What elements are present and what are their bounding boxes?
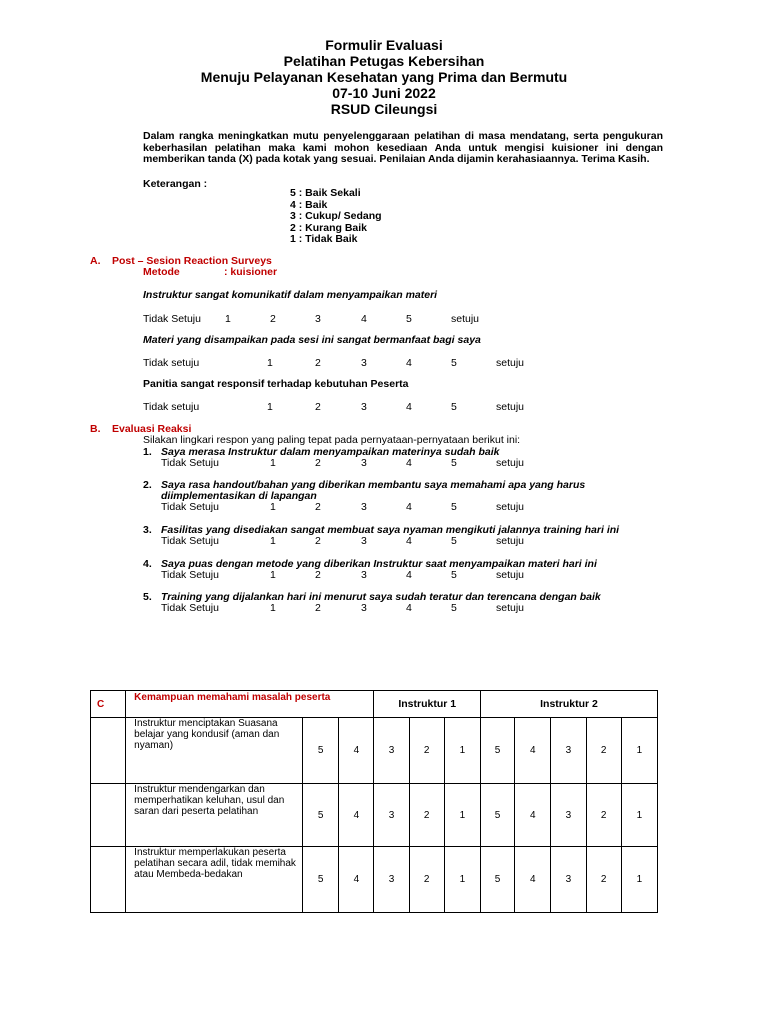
scale-item: 2 : Kurang Baik [290,221,368,234]
item-number: 2. [143,479,152,491]
score-cell[interactable]: 4 [515,784,551,847]
rating-low-label: Tidak Setuju [161,535,219,547]
rating-option[interactable]: 4 [406,401,412,413]
rating-option[interactable]: 5 [451,602,457,614]
rating-option[interactable]: 2 [315,535,321,547]
rating-low-label: Tidak Setuju [143,313,201,325]
score-cell[interactable]: 3 [551,847,586,913]
rating-option[interactable]: 4 [406,457,412,469]
score-cell[interactable]: 1 [444,718,480,784]
score-cell[interactable]: 5 [303,718,339,784]
rating-option[interactable]: 5 [451,569,457,581]
hospital-name: RSUD Cileungsi [330,101,438,117]
score-cell[interactable]: 3 [551,784,586,847]
rating-option[interactable]: 5 [406,313,412,325]
rating-option[interactable]: 5 [451,357,457,369]
section-a-letter: A. [90,255,101,267]
question-b4: Saya puas dengan metode yang diberikan Instruktur saat menyampaikan materi hari ini [161,558,597,570]
item-number: 1. [143,446,152,458]
rating-option[interactable]: 1 [267,401,273,413]
score-cell[interactable]: 2 [409,718,444,784]
rating-low-label: Tidak Setuju [161,569,219,581]
rating-high-label: setuju [451,313,480,325]
section-c-title: Kemampuan memahami masalah peserta [126,691,374,718]
score-cell[interactable]: 3 [374,718,409,784]
table-row [91,847,658,913]
rating-high-label: setuju [496,602,525,614]
score-cell[interactable]: 5 [303,784,339,847]
score-cell[interactable]: 5 [303,847,339,913]
rating-option[interactable]: 2 [315,457,321,469]
score-cell[interactable]: 2 [586,847,621,913]
training-date: 07-10 Juni 2022 [332,85,436,101]
rating-option[interactable]: 1 [270,457,276,469]
rating-option[interactable]: 2 [270,313,276,325]
instructor-2-header: Instruktur 2 [481,691,658,718]
score-cell[interactable]: 2 [409,847,444,913]
item-number: 5. [143,591,152,603]
empty-cell [91,784,126,847]
score-cell[interactable]: 1 [621,784,657,847]
scale-item: 5 : Baik Sekali [290,187,361,199]
score-cell[interactable]: 1 [444,847,480,913]
rating-option[interactable]: 4 [406,501,412,513]
rating-option[interactable]: 5 [451,535,457,547]
question-b5: Training yang dijalankan hari ini menurut saya sudah teratur dan terencana dengan baik [161,591,601,603]
rating-high-label: setuju [496,569,525,581]
question-b3: Fasilitas yang disediakan sangat membuat saya nyaman mengikuti jalannya training hari ini [161,524,620,536]
score-cell[interactable]: 4 [339,847,374,913]
rating-option[interactable]: 3 [315,313,321,325]
rating-option[interactable]: 3 [361,357,367,369]
section-b-title: Evaluasi Reaksi [112,423,192,435]
rating-option[interactable]: 2 [315,602,321,614]
rating-option[interactable]: 2 [315,357,321,369]
section-c-letter: C [91,691,126,718]
criterion-text: Instruktur menciptakan Suasana belajar yang kondusif (aman dan nyaman) [126,718,303,784]
table-row [91,784,658,847]
rating-low-label: Tidak setuju [143,357,200,369]
rating-option[interactable]: 5 [451,501,457,513]
score-cell[interactable]: 2 [409,784,444,847]
question-b2: Saya rasa handout/bahan yang diberikan membantu saya memahami apa yang harus [161,479,586,491]
section-b-instruction: Silakan lingkari respon yang paling tepat pada pernyataan-pernyataan berikut ini: [143,434,521,446]
score-cell[interactable]: 3 [551,718,586,784]
rating-option[interactable]: 3 [361,457,367,469]
rating-option[interactable]: 4 [361,313,367,325]
score-cell[interactable]: 5 [481,718,515,784]
criterion-text: Instruktur memperlakukan peserta pelatihan secara adil, tidak memihak atau Membeda-bedakan [126,847,303,913]
score-cell[interactable]: 1 [621,718,657,784]
section-a-title: Post – Sesion Reaction Surveys [112,255,272,267]
rating-option[interactable]: 1 [270,602,276,614]
scale-item: 4 : Baik [290,198,328,211]
rating-option[interactable]: 2 [315,501,321,513]
score-cell[interactable]: 1 [621,847,657,913]
empty-cell [91,847,126,913]
item-number: 4. [143,558,152,570]
intro-paragraph: Dalam rangka meningkatkan mutu penyelenggaraan pelatihan di masa mendatang, serta pengukuran keberhasilan pelatihan maka kami mohon kesediaan Anda untuk mengisi kuisioner ini dengan memberikan tanda (X) pada kotak yang sesuai. Penilaian Anda dijamin kerahasiaannya. Terima Kasih. [143,130,663,165]
score-cell[interactable]: 4 [515,847,551,913]
rating-option[interactable]: 1 [270,535,276,547]
training-subtitle: Menuju Pelayanan Kesehatan yang Prima dan Bermutu [200,69,568,85]
rating-high-label: setuju [496,535,525,547]
question-a2: Materi yang disampaikan pada sesi ini sangat bermanfaat bagi saya [143,334,481,346]
question-b1: Saya merasa Instruktur dalam menyampaikan materinya sudah baik [161,446,500,458]
score-cell[interactable]: 2 [586,718,621,784]
metode-label: Metode [143,266,180,278]
rating-option[interactable]: 3 [361,602,367,614]
score-cell[interactable]: 3 [374,847,409,913]
rating-low-label: Tidak Setuju [161,457,219,469]
rating-option[interactable]: 1 [267,357,273,369]
score-cell[interactable]: 4 [339,784,374,847]
rating-low-label: Tidak setuju [143,401,200,413]
item-number: 3. [143,524,152,536]
rating-option[interactable]: 4 [406,357,412,369]
empty-cell [91,718,126,784]
rating-option[interactable]: 3 [361,501,367,513]
score-cell[interactable]: 4 [515,718,551,784]
score-cell[interactable]: 5 [481,784,515,847]
rating-high-label: setuju [496,457,525,469]
keterangan-label: Keterangan : [143,178,208,190]
rating-low-label: Tidak Setuju [161,501,219,513]
score-cell[interactable]: 3 [374,784,409,847]
table-row [91,718,658,784]
criterion-text: Instruktur mendengarkan dan memperhatikan keluhan, usul dan saran dari peserta pelatihan [126,784,303,847]
rating-option[interactable]: 5 [451,401,457,413]
rating-option[interactable]: 4 [406,535,412,547]
section-b-letter: B. [90,423,101,435]
rating-option[interactable]: 4 [406,602,412,614]
rating-option[interactable]: 1 [270,501,276,513]
table-header-row [91,691,658,718]
metode-value: : kuisioner [224,266,278,278]
rating-low-label: Tidak Setuju [161,602,219,614]
rating-high-label: setuju [496,401,525,413]
instructor-1-header: Instruktur 1 [374,691,481,718]
question-a3: Panitia sangat responsif terhadap kebutuhan Peserta [143,378,409,390]
rating-option[interactable]: 1 [225,313,231,325]
rating-option[interactable]: 1 [270,569,276,581]
rating-option[interactable]: 3 [361,401,367,413]
question-b2-continued: diimplementasikan di lapangan [161,490,317,502]
rating-option[interactable]: 3 [361,569,367,581]
rating-option[interactable]: 5 [451,457,457,469]
rating-option[interactable]: 2 [315,401,321,413]
rating-high-label: setuju [496,357,525,369]
scale-item: 1 : Tidak Baik [290,233,358,245]
score-cell[interactable]: 1 [444,784,480,847]
evaluation-table [90,690,658,913]
rating-scale-legend [290,188,382,246]
score-cell[interactable]: 2 [586,784,621,847]
training-title: Pelatihan Petugas Kebersihan [283,53,485,69]
scale-item: 3 : Cukup/ Sedang [290,210,382,222]
rating-option[interactable]: 3 [361,535,367,547]
form-title: Formulir Evaluasi [325,37,443,53]
score-cell[interactable]: 5 [481,847,515,913]
rating-high-label: setuju [496,501,525,513]
score-cell[interactable]: 4 [339,718,374,784]
rating-option[interactable]: 2 [315,569,321,581]
question-a1: Instruktur sangat komunikatif dalam menyampaikan materi [143,289,438,301]
rating-option[interactable]: 4 [406,569,412,581]
